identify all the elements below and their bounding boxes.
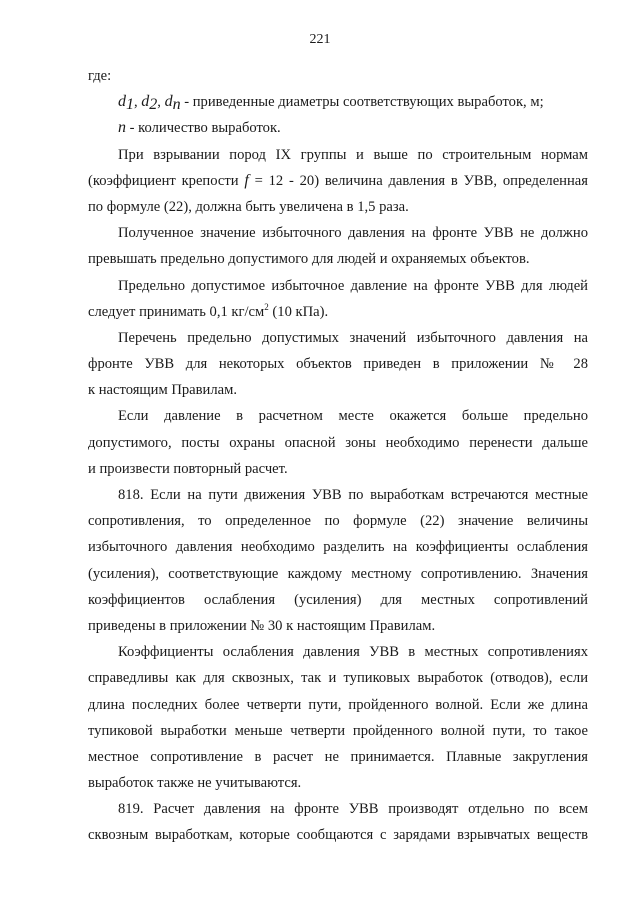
text-line: Предельно допустимое избыточное давление на фронте УВВ для людей — [118, 277, 588, 294]
text-line: Коэффициенты ослабления давления УВВ в местных сопротивлениях — [118, 644, 588, 661]
text-line: справедливы как для сквозных, так и тупиковых выработок (отводов), если — [88, 670, 588, 687]
text-line: При взрывании пород IX группы и выше по строительным нормам — [118, 146, 588, 163]
text-line: 819. Расчет давления на фронте УВВ производят отдельно по всем — [118, 801, 588, 818]
text-line: следует принимать 0,1 $кг/см^2$ (10 кПа). — [88, 301, 329, 320]
text-line: по формуле (22), должна быть увеличена в 1,5 раза. — [88, 198, 409, 215]
text-line: фронте УВВ для некоторых объектов приведен в приложении № 28 — [88, 356, 588, 373]
text-line: избыточного давления необходимо разделить на коэффициенты ослабления — [88, 539, 588, 556]
text-line: $d_1$, $d_2$, $d_n$ - приведенные диаметры соответствующих выработок, м; — [118, 93, 544, 114]
text-line: Перечень предельно допустимых значений избыточного давления на — [118, 329, 588, 346]
text-line: сопротивления, то определенное по формуле (22) значение величины — [88, 513, 588, 530]
body-text — [88, 63, 588, 849]
text-line: сквозным выработкам, которые сообщаются с зарядами взрывчатых веществ — [88, 827, 588, 844]
text-line: выработок также не учитываются. — [88, 775, 302, 792]
text-line: и произвести повторный расчет. — [88, 460, 288, 477]
text-line: Полученное значение избыточного давления на фронте УВВ не должно — [118, 225, 588, 242]
text-line: (усиления), соответствующие каждому местному сопротивлению. Значения — [88, 565, 588, 582]
text-line: коэффициентов ослабления (усиления) для местных сопротивлений — [88, 591, 588, 608]
text-line: местное сопротивление в расчет не принимается. Плавные закругления — [88, 748, 588, 765]
text-line: где: — [88, 68, 112, 84]
page-number: 221 — [309, 32, 331, 47]
text-line: к настоящим Правилам. — [88, 382, 238, 399]
text-line: (коэффициент крепости f = 12 - 20) величина давления в УВВ, определенная — [88, 171, 588, 189]
text-line: превышать предельно допустимого для людей и охраняемых объектов. — [88, 251, 530, 268]
text-line: Если давление в расчетном месте окажется больше предельно — [118, 408, 588, 425]
text-line: допустимого, посты охраны опасной зоны необходимо перенести дальше — [88, 434, 588, 451]
text-line: 818. Если на пути движения УВВ по выработкам встречаются местные — [118, 487, 588, 503]
text-line: длина последних более четверти пути, пройденного волной. Если же длина — [88, 696, 588, 713]
text-line: n - количество выработок. — [118, 119, 281, 137]
text-line: приведены в приложении № 30 к настоящим Правилам. — [88, 617, 436, 634]
text-line: тупиковой выработки меньше четверти пройденного волной пути, то такое — [88, 722, 588, 739]
